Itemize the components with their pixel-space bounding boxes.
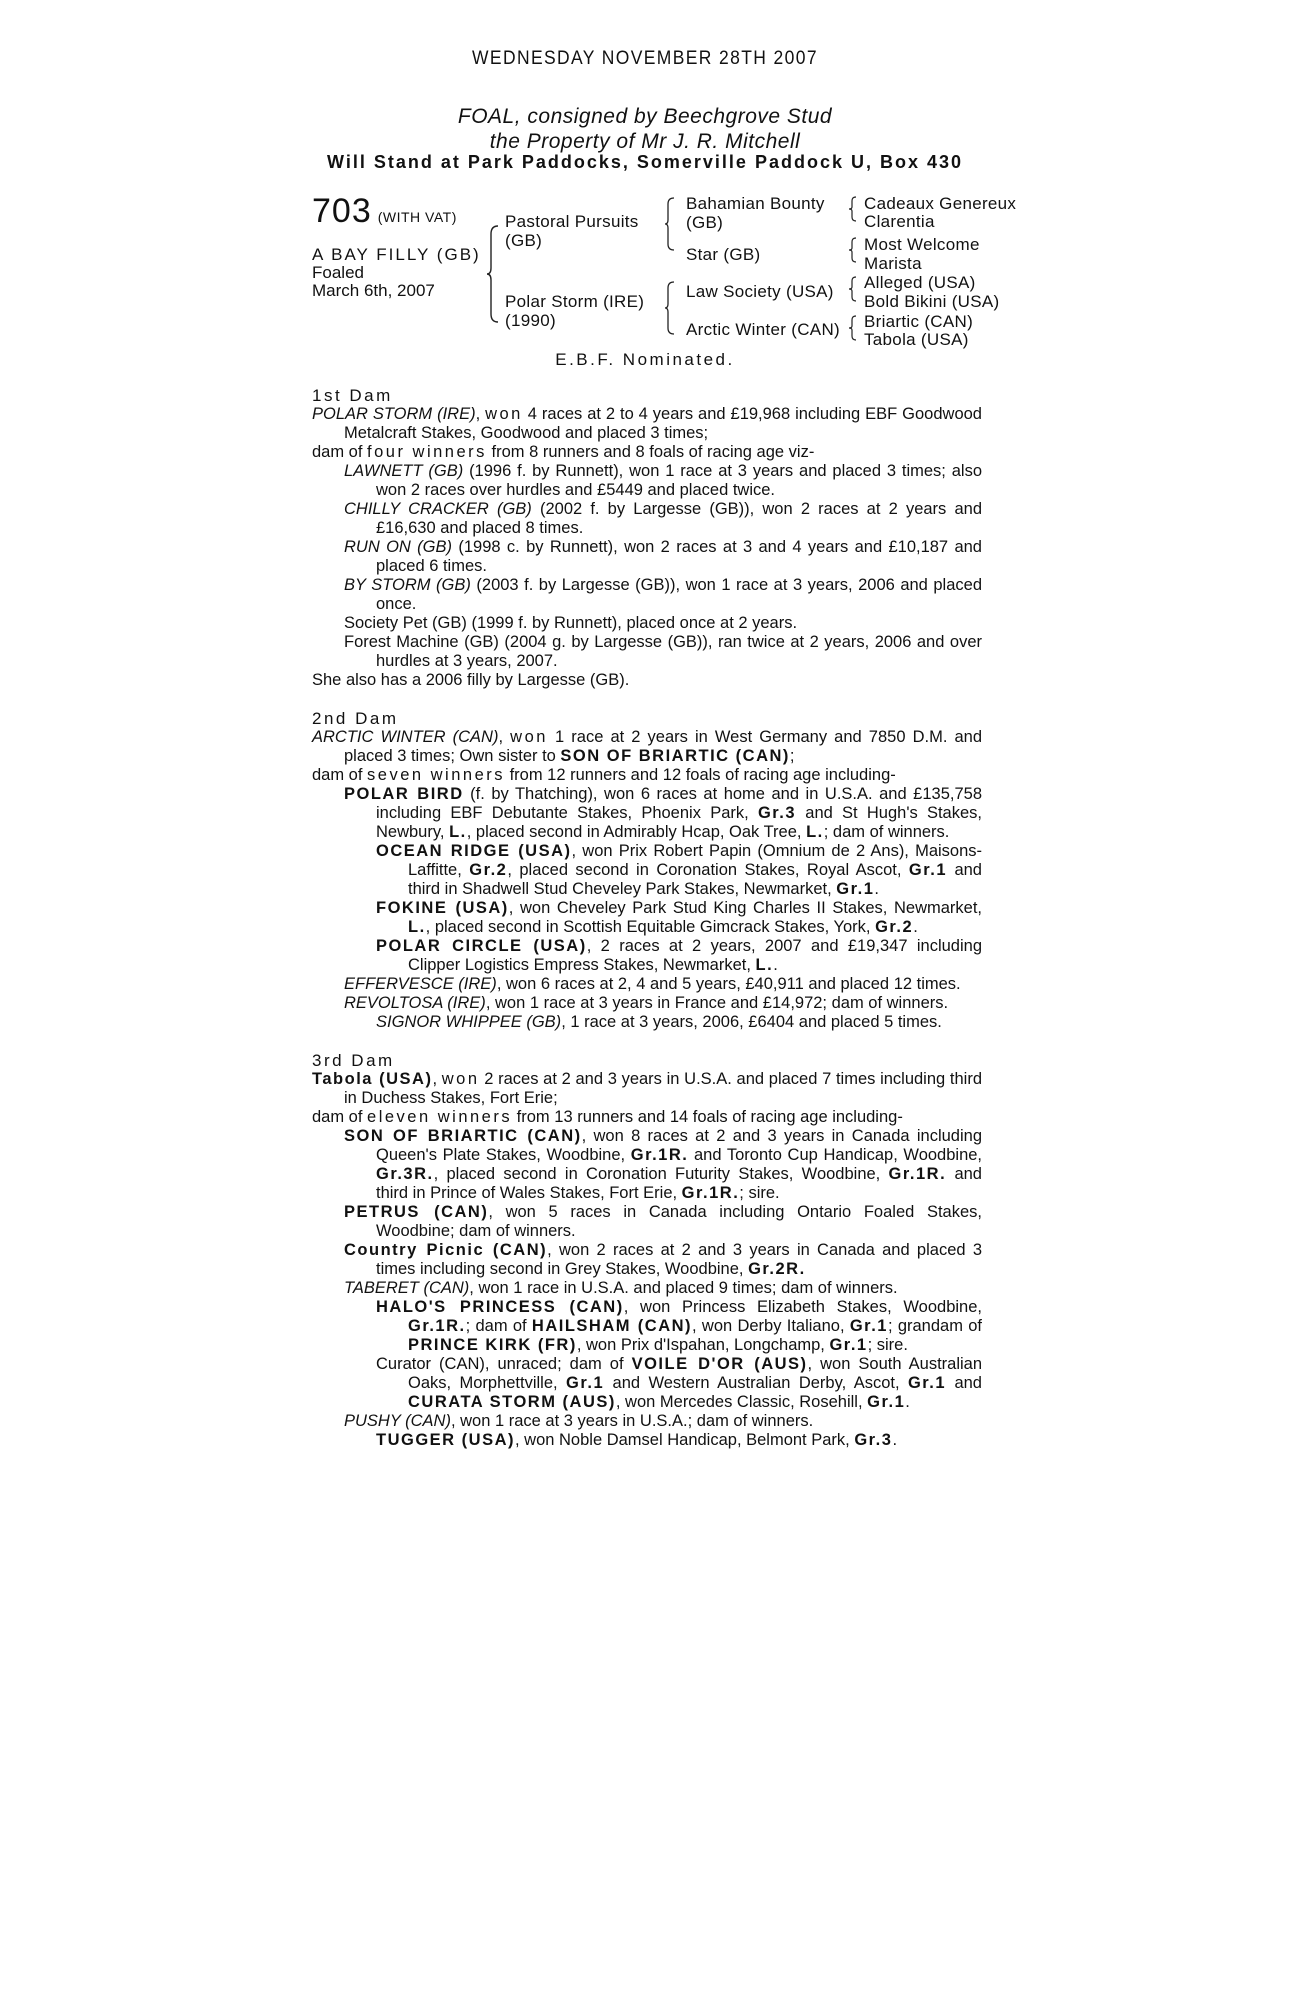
pedigree-brace-dam <box>664 280 676 336</box>
pedigree-gg1: Cadeaux Genereux <box>864 194 1017 213</box>
first-dam-name: POLAR STORM (IRE) <box>312 405 476 423</box>
lot-number: 703 <box>312 192 372 230</box>
pedigree-dam-dam: Arctic Winter (CAN) <box>686 320 840 339</box>
pedigree-gg8: Tabola (USA) <box>864 330 969 349</box>
third-dam-dam-of: dam of eleven winners from 13 runners and 14 foals of racing age including- <box>312 1108 903 1126</box>
first-dam-produce-5: Society Pet (GB) (1999 f. by Runnett), placed once at 2 years. <box>344 614 798 632</box>
pedigree-dam-line2: (1990) <box>505 311 556 330</box>
pedigree-dam <box>505 292 644 330</box>
son-of-briartic-entry: SON OF BRIARTIC (CAN), won 8 races at 2 and 3 years in Canada including Queen's Plate Stakes, Woodbine, Gr.1R. and Toronto Cup Handicap, Woodbine, Gr.3R., placed second in Coronation Futurity Stakes, Woodbine, Gr.1R. and third in Prince of Wales Stakes, Fort Erie, Gr.1R.; sire. <box>344 1127 983 1202</box>
effervesce-entry: EFFERVESCE (IRE), won 6 races at 2, 4 and 5 years, £40,911 and placed 12 times. <box>344 975 961 993</box>
pedigree-brace-g1 <box>848 196 858 222</box>
second-dam-heading: 2nd Dam <box>312 709 399 728</box>
pedigree-dam-line1: Polar Storm (IRE) <box>505 292 645 311</box>
halos-princess-entry: HALO'S PRINCESS (CAN), won Princess Elizabeth Stakes, Woodbine, Gr.1R.; dam of HAILSHAM (CAN), won Derby Italiano, Gr.1; grandam of PRINCE KIRK (FR), won Prix d'Ispahan, Longchamp, Gr.1; sire. <box>376 1298 982 1354</box>
pedigree-brace-sire <box>664 196 676 252</box>
third-dam-heading: 3rd Dam <box>312 1051 395 1070</box>
property-line: the Property of Mr J. R. Mitchell <box>489 130 801 153</box>
first-dam-summary: POLAR STORM (IRE), won 4 races at 2 to 4 years and £19,968 including EBF Goodwood Metalcraft Stakes, Goodwood and placed 3 times; <box>312 405 982 442</box>
first-dam-heading: 1st Dam <box>312 386 393 405</box>
ebf-nomination: E.B.F. Nominated. <box>555 350 735 369</box>
first-dam-produce-1: LAWNETT (GB) (1996 f. by Runnett), won 1 race at 3 years and placed 3 times; also won 2 races over hurdles and £5449 and placed twice. <box>344 462 983 499</box>
pedigree-sire-sire <box>686 194 825 232</box>
ocean-ridge-entry: OCEAN RIDGE (USA), won Prix Robert Papin (Omnium de 2 Ans), Maisons-Laffitte, Gr.2, placed second in Coronation Stakes, Royal Ascot, Gr.1 and third in Shadwell Stud Cheveley Park Stakes, Newmarket, Gr.1. <box>376 842 983 898</box>
first-dam-also: She also has a 2006 filly by Largesse (GB). <box>312 671 630 689</box>
third-dam-summary: Tabola (USA), won 2 races at 2 and 3 years in U.S.A. and placed 7 times including third in Duchess Stakes, Fort Erie; <box>312 1070 982 1107</box>
signor-whippee-entry: SIGNOR WHIPPEE (GB), 1 race at 3 years, 2006, £6404 and placed 5 times. <box>376 1013 942 1031</box>
pedigree-gg2: Clarentia <box>864 212 935 231</box>
pedigree-gg5: Alleged (USA) <box>864 273 976 292</box>
taberet-entry: TABERET (CAN), won 1 race in U.S.A. and placed 9 times; dam of winners. <box>344 1279 898 1297</box>
pedigree-sire-line2: (GB) <box>505 231 543 250</box>
second-dam-dam-of: dam of seven winners from 12 runners and 12 foals of racing age including- <box>312 766 896 784</box>
stand-location: Will Stand at Park Paddocks, Somerville Paddock U, Box 430 <box>326 152 964 172</box>
polar-circle-entry: POLAR CIRCLE (USA), 2 races at 2 years, 2007 and £19,347 including Clipper Logistics Empress Stakes, Newmarket, L.. <box>376 937 982 974</box>
vat-note: (WITH VAT) <box>377 209 457 225</box>
country-picnic-entry: Country Picnic (CAN), won 2 races at 2 and 3 years in Canada and placed 3 times including second in Grey Stakes, Woodbine, Gr.2R. <box>344 1241 982 1278</box>
pedigree-dam-sire: Law Society (USA) <box>686 282 834 301</box>
foaled-date: March 6th, 2007 <box>312 281 435 300</box>
produce-record <box>312 386 982 1450</box>
consignor-info <box>0 104 1290 154</box>
consignor-line: FOAL, consigned by Beechgrove Stud <box>457 105 833 128</box>
pedigree-sire <box>505 212 639 250</box>
tugger-entry: TUGGER (USA), won Noble Damsel Handicap, Belmont Park, Gr.3. <box>376 1431 898 1449</box>
fokine-entry: FOKINE (USA), won Cheveley Park Stud King Charles II Stakes, Newmarket, L., placed second in Scottish Equitable Gimcrack Stakes, York, Gr.2. <box>376 899 982 936</box>
first-dam-dam-of: dam of four winners from 8 runners and 8 foals of racing age viz- <box>312 443 815 461</box>
pedigree-sire-sire-line1: Bahamian Bounty <box>686 194 825 213</box>
pedigree-brace-main <box>486 224 500 324</box>
second-dam-summary: ARCTIC WINTER (CAN), won 1 race at 2 years in West Germany and 7850 D.M. and placed 3 times; Own sister to SON OF BRIARTIC (CAN); <box>312 728 983 765</box>
pedigree-gg7: Briartic (CAN) <box>864 312 974 331</box>
petrus-entry: PETRUS (CAN), won 5 races in Canada including Ontario Foaled Stakes, Woodbine; dam of winners. <box>344 1203 982 1240</box>
pedigree-brace-g4 <box>848 315 858 341</box>
pedigree-brace-g3 <box>848 276 858 302</box>
first-dam-produce-2: CHILLY CRACKER (GB) (2002 f. by Largesse (GB)), won 2 races at 2 years and £16,630 and placed 8 times. <box>344 500 983 537</box>
foaled-label: Foaled <box>312 263 364 282</box>
horse-name: A BAY FILLY (GB) <box>312 245 481 264</box>
lot-number-block <box>312 192 457 231</box>
sale-date: WEDNESDAY NOVEMBER 28TH 2007 <box>472 48 818 69</box>
pedigree-gg3: Most Welcome <box>864 235 980 254</box>
pedigree-brace-g2 <box>848 237 858 263</box>
pedigree-gg4: Marista <box>864 254 922 273</box>
pushy-entry: PUSHY (CAN), won 1 race at 3 years in U.S.A.; dam of winners. <box>344 1412 814 1430</box>
pedigree-sire-sire-line2: (GB) <box>686 213 724 232</box>
revoltosa-entry: REVOLTOSA (IRE), won 1 race at 3 years in France and £14,972; dam of winners. <box>344 994 949 1012</box>
pedigree-sire-line1: Pastoral Pursuits <box>505 212 639 231</box>
pedigree-sire-dam: Star (GB) <box>686 245 761 264</box>
pedigree-gg6: Bold Bikini (USA) <box>864 292 1000 311</box>
horse-details <box>312 246 481 300</box>
first-dam-produce-3: RUN ON (GB) (1998 c. by Runnett), won 2 races at 3 and 4 years and £10,187 and placed 6 times. <box>344 538 982 575</box>
first-dam-produce-6: Forest Machine (GB) (2004 g. by Largesse (GB)), ran twice at 2 years, 2006 and over hurdles at 3 years, 2007. <box>344 633 982 670</box>
polar-bird-entry: POLAR BIRD (f. by Thatching), won 6 races at home and in U.S.A. and £135,758 including EBF Debutante Stakes, Phoenix Park, Gr.3 and St Hugh's Stakes, Newbury, L., placed second in Admirably Hcap, Oak Tree, L.; dam of winners. <box>344 785 982 841</box>
first-dam-produce-4: BY STORM (GB) (2003 f. by Largesse (GB)), won 1 race at 3 years, 2006 and placed once. <box>344 576 983 613</box>
curator-entry: Curator (CAN), unraced; dam of VOILE D'OR (AUS), won South Australian Oaks, Morphettville, Gr.1 and Western Australian Derby, Ascot, Gr.1 and CURATA STORM (AUS), won Mercedes Classic, Rosehill, Gr.1. <box>376 1355 983 1411</box>
